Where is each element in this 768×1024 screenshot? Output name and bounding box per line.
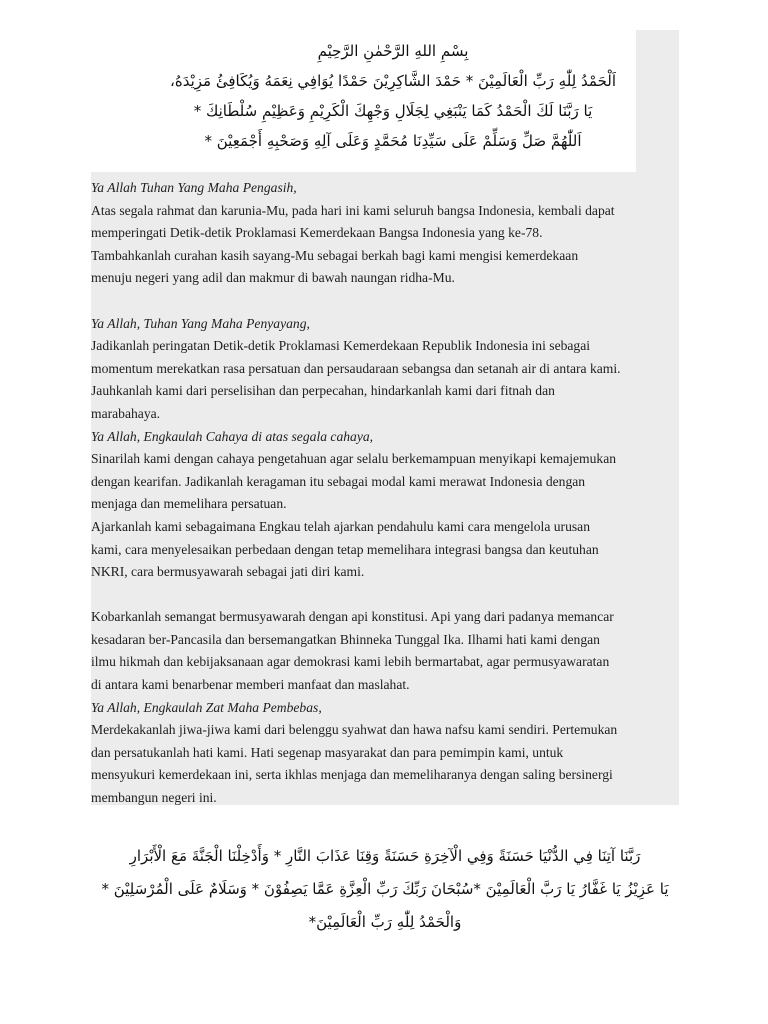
arabic-opening-prayer	[150, 36, 636, 156]
blank-line	[91, 290, 679, 313]
prayer-line: di antara kami benarbenar memberi manfaat dan maslahat.	[91, 677, 410, 693]
prayer-line: kesadaran ber-Pancasila dan bersemangatkan Bhinneka Tunggal Ika. Ilhami hati kami dengan	[91, 631, 600, 647]
prayer-line: Jauhkanlah kami dari perselisihan dan perpecahan, hindarkanlah kami dari fitnah dan	[91, 383, 555, 399]
prayer-line: dengan kearifan. Jadikanlah keragaman itu sebagai modal kami merawat Indonesia dengan	[91, 473, 586, 489]
prayer-line: dan persatukanlah hati kami. Hati segenap masyarakat dan para pemimpin kami, untuk	[91, 744, 564, 760]
prayer-line: Ajarkanlah kami sebagaimana Engkau telah ajarkan pendahulu kami cara mengelola urusan	[91, 518, 590, 534]
arabic-line: اَلْحَمْدُ لِلّٰهِ رَبِّ الْعَالَمِيْنَ * حَمْدَ الشَّاكِرِيْنَ حَمْدًا يُوَافِي نِعَمَهُ وَيُكَافِئُ مَزِيْدَهُ،	[170, 72, 616, 90]
prayer-line: Atas segala rahmat dan karunia-Mu, pada hari ini kami seluruh bangsa Indonesia, kembali dapat	[91, 202, 615, 218]
prayer-line: memperingati Detik-detik Proklamasi Kemerdekaan Bangsa Indonesia yang ke-78.	[91, 225, 543, 241]
prayer-line: ilmu hikmah dan kebijaksanaan agar demokrasi kami lebih bermartabat, agar permusyawaratan	[91, 654, 610, 670]
prayer-line: NKRI, cara bermusyawarah sebagai jati diri kami.	[91, 564, 365, 580]
arabic-line: وَالْحَمْدُ لِلّٰهِ رَبِّ الْعَالَمِيْنَ*	[308, 913, 462, 931]
prayer-line: Merdekakanlah jiwa-jiwa kami dari belenggu syahwat dan hawa nafsu kami sendiri. Pertemukan	[91, 722, 618, 738]
prayer-line: menjaga dan memelihara persatuan.	[91, 496, 287, 512]
prayer-body-text	[91, 177, 679, 810]
arabic-line: اَللّٰهُمَّ صَلِّ وَسَلِّمْ عَلَى سَيِّدِنَا مُحَمَّدٍ وَعَلَى آلِهِ وَصَحْبِهِ أَجْمَعِيْنَ *	[204, 132, 582, 150]
prayer-line: Sinarilah kami dengan cahaya pengetahuan agar selalu berkemampuan menyikapi kemajemukan	[91, 451, 617, 467]
blank-line	[91, 584, 679, 607]
prayer-heading: Ya Allah, Engkaulah Cahaya di atas segala cahaya,	[91, 428, 374, 444]
prayer-heading: Ya Allah, Tuhan Yang Maha Penyayang,	[91, 315, 310, 331]
prayer-line: membangun negeri ini.	[91, 790, 217, 806]
arabic-basmalah: بِسْمِ اللهِ الرَّحْمٰنِ الرَّحِيْمِ	[317, 42, 469, 60]
arabic-line: رَبَّنَا آتِنَا فِي الدُّنْيَا حَسَنَةً وَفِي الْآخِرَةِ حَسَنَةً وَقِنَا عَذَابَ النَّارِ * وَأَدْخِلْنَا الْجَنَّةَ مَعَ الْأَبْرَارِ	[129, 847, 641, 865]
prayer-line: mensyukuri kemerdekaan ini, serta ikhlas menjaga dan memeliharanya dengan saling bersinergi	[91, 767, 613, 783]
prayer-heading: Ya Allah, Engkaulah Zat Maha Pembebas,	[91, 699, 322, 715]
prayer-line: marabahaya.	[91, 405, 161, 421]
prayer-line: momentum merekatkan rasa persatuan dan persaudaraan sebangsa dan setanah air di antara kami.	[91, 360, 621, 376]
arabic-closing-prayer	[95, 840, 675, 939]
prayer-line: menuju negeri yang adil dan makmur di bawah naungan ridha-Mu.	[91, 270, 455, 286]
prayer-line: Kobarkanlah semangat bermusyawarah dengan api konstitusi. Api yang dari padanya memancar	[91, 609, 614, 625]
prayer-line: Jadikanlah peringatan Detik-detik Proklamasi Kemerdekaan Republik Indonesia ini sebagai	[91, 338, 591, 354]
prayer-line: Tambahkanlah curahan kasih sayang-Mu sebagai berkah bagi kami mengisi kemerdekaan	[91, 247, 579, 263]
header-side-shade	[636, 30, 679, 173]
arabic-line: يَا رَبَّنَا لَكَ الْحَمْدُ كَمَا يَنْبَغِي لِجَلَالِ وَجْهِكَ الْكَرِيْمِ وَعَظِيْمِ سُلْطَانِكَ *	[193, 102, 593, 120]
prayer-line: kami, cara menyelesaikan perbedaan dengan tetap memelihara integrasi bangsa dan keutuhan	[91, 541, 599, 557]
prayer-heading: Ya Allah Tuhan Yang Maha Pengasih,	[91, 180, 297, 195]
arabic-line: يَا عَزِيْزُ يَا غَفَّارُ يَا رَبَّ الْعَالَمِيْنَ *سُبْحَانَ رَبِّكَ رَبِّ الْعِزَّةِ عَمَّا يَصِفُوْنَ * وَسَلَامٌ عَلَى الْمُرْسَلِيْنَ *	[101, 880, 669, 898]
